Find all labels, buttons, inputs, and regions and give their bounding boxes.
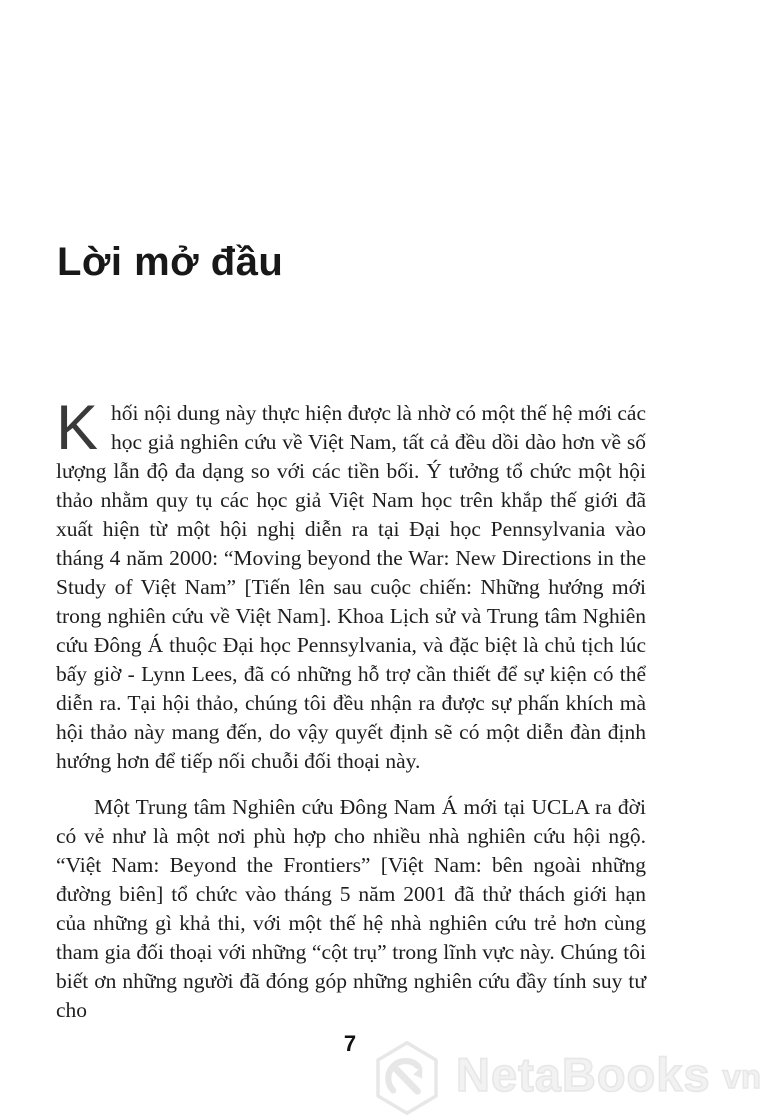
paragraph-text: hối nội dung này thực hiện được là nhờ có một thế hệ mới các học giả nghiên cứu về Việt Nam, tất cả đều dồi dào hơn về số lượng lẫn độ đa dạng so với các tiền bối. Ý tưởng tổ chức một hội thảo nhằm quy tụ các học giả Việt Nam học trên khắp thế giới đã xuất hiện từ một hội nghị diễn ra tại Đại học Pennsylvania vào tháng 4 năm 2000: “Moving beyond the War: New Directions in the Study of Việt Nam” [Tiến lên sau cuộc chiến: Những hướng mới trong nghiên cứu về Việt Nam]. Khoa Lịch sử và Trung tâm Nghiên cứu Đông Á thuộc Đại học Pennsylvania, và đặc biệt là chủ tịch lúc bấy giờ - Lynn Lees, đã có những hỗ trợ cần thiết để sự kiện có thể diễn ra. Tại hội thảo, chúng tôi đều nhận ra được sự phấn khích mà hội thảo này mang đến, do vậy quyết định sẽ có một diễn đàn định hướng hơn để tiếp nối chuỗi đối thoại này.: [56, 401, 646, 773]
drop-cap: K: [56, 393, 99, 463]
paragraph: [56, 393, 646, 776]
paragraph: [56, 793, 646, 1025]
watermark-domain-suffix: vn: [722, 1058, 761, 1095]
chapter-title: Lời mở đầu: [57, 240, 284, 284]
page-number: 7: [343, 1031, 357, 1056]
watermark-brand-text: NetaBooks: [456, 1048, 711, 1101]
body-text-block: [56, 393, 646, 1025]
paragraph-text: Một Trung tâm Nghiên cứu Đông Nam Á mới tại UCLA ra đời có vẻ như là một nơi phù hợp cho nhiều nhà nghiên cứu hội ngộ. “Việt Nam: Beyond the Frontiers” [Việt Nam: bên ngoài những đường biên] tổ chức vào tháng 5 năm 2001 đã thử thách giới hạn của những gì khả thi, với một thế hệ nhà nghiên cứu trẻ hơn cùng tham gia đối thoại với những “cột trụ” trong lĩnh vực này. Chúng tôi biết ơn những người đã đóng góp những nghiên cứu đầy tính suy tư cho: [56, 795, 646, 1022]
